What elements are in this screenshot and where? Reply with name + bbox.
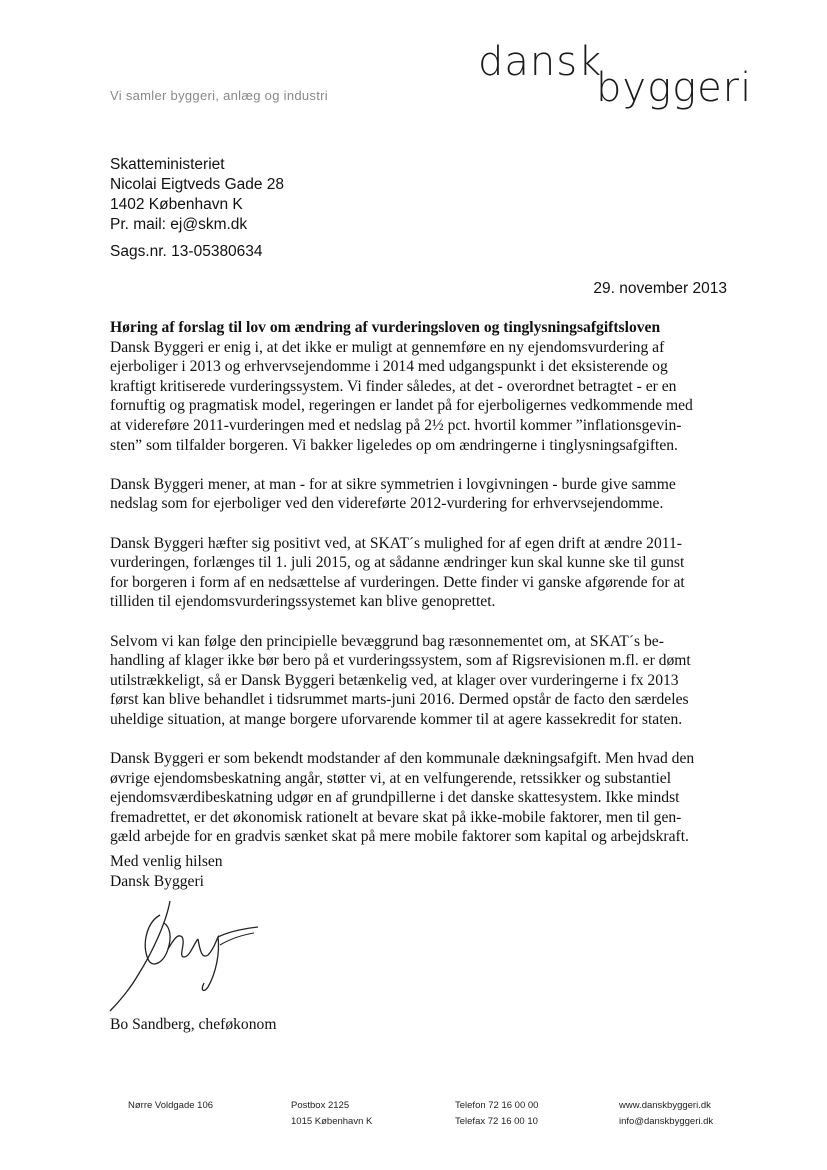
text-line: øvrige ejendomsbeskatning angår, støtter vi, at en velfungerende, retssikker og substantiel: [110, 769, 672, 787]
company-logo: [478, 39, 753, 111]
footer-telephone: Telefon 72 16 00 00: [455, 1100, 539, 1111]
company-tagline: Vi samler byggeri, anlæg og industri: [110, 88, 328, 103]
text-line: vurderingen, forlænges til 1. juli 2015, og at sådanne ændringer kun skal kunne ske til gunst: [110, 554, 685, 572]
text-line: at videreføre 2011-vurderingen med et nedslag på 2½ pct. hvortil kommer ”inflationsgevin-: [110, 416, 682, 434]
footer-telefax: Telefax 72 16 00 10: [455, 1116, 538, 1127]
text-line: tilliden til ejendomsvurderingssystemet kan blive genoprettet.: [110, 593, 496, 611]
footer-address: [128, 1098, 213, 1114]
recipient-street: Nicolai Eigtveds Gade 28: [110, 176, 285, 193]
text-line: uheldige situation, at mange borgere uforvarende kommer til at agere kassekredit for staten.: [110, 710, 683, 728]
footer-phone: [455, 1098, 538, 1130]
footer-web: [619, 1098, 713, 1130]
text-line: utilstrækkeligt, så er Dansk Byggeri betænkelig ved, at klager over vurderingerne i fx 2013: [110, 671, 679, 689]
text-line: Selvom vi kan følge den principielle bevæggrund bag ræsonnementet om, at SKAT´s be-: [110, 632, 664, 650]
letter-body: [110, 318, 730, 867]
recipient-name: Skatteministeriet: [110, 156, 225, 173]
footer-street: Nørre Voldgade 106: [128, 1100, 214, 1111]
text-line: fremadrettet, er det økonomisk rationelt at bevare skat på ikke-mobile faktorer, men til gen-: [110, 808, 682, 826]
closing-organization: Dansk Byggeri: [110, 873, 204, 890]
text-line: kraftigt kritiserede vurderingssystem. Vi finder således, at det - overordnet betragtet - er en: [110, 377, 677, 395]
handwritten-signature: [108, 893, 268, 1015]
paragraph-3: [110, 534, 730, 612]
letter-heading: Høring af forslag til lov om ændring af vurderingsloven og tinglysningsafgiftsloven: [110, 319, 661, 336]
paragraph-1: [110, 338, 730, 456]
text-line: handling af klager ikke bør bero på et vurderingssystem, som af Rigsrevisionen m.fl. er dømt: [110, 652, 691, 670]
case-number: Sags.nr. 13-05380634: [110, 243, 263, 260]
letter-closing: [110, 852, 223, 892]
recipient-address: [110, 155, 284, 235]
footer-email-link[interactable]: info@danskbyggeri.dk: [619, 1116, 714, 1127]
text-line: nedslag som for ejerboliger ved den videreførte 2012-vurdering for erhvervsejendomme.: [110, 495, 664, 513]
paragraph-2: [110, 475, 730, 514]
logo-word-dansk: dansk: [478, 39, 603, 85]
recipient-city: 1402 København K: [110, 196, 243, 213]
text-line: fornuftig og pragmatisk model, regeringen er landet på for ejerboligernes vedkommende med: [110, 397, 693, 415]
text-line: sten” som tilfalder borgeren. Vi bakker ligeledes op om ændringerne i tinglysningsafgiften.: [110, 436, 678, 454]
text-line: for borgeren i form af en nedsættelse af vurderingen. Dette finder vi ganske afgørende for at: [110, 573, 685, 591]
signer-name: Bo Sandberg, cheføkonom: [110, 1016, 277, 1033]
text-line: Dansk Byggeri er som bekendt modstander af den kommunale dækningsafgift. Men hvad den: [110, 750, 695, 768]
text-line: først kan blive behandlet i tidsrummet marts-juni 2016. Dermed opstår de facto den særdeles: [110, 691, 689, 709]
text-line: ejerboliger i 2013 og erhvervsejendomme i 2014 med udgangspunkt i det eksisterende og: [110, 358, 668, 376]
recipient-mail: Pr. mail: ej@skm.dk: [110, 216, 248, 233]
footer-postbox-number: Postbox 2125: [291, 1100, 350, 1111]
footer-postbox: [291, 1098, 372, 1130]
text-line: ejendomsværdibeskatning udgør en af grundpillerne i det danske skattesystem. Ikke mindst: [110, 789, 680, 807]
paragraph-4: [110, 632, 730, 730]
footer-website-link[interactable]: www.danskbyggeri.dk: [619, 1100, 711, 1111]
text-line: Dansk Byggeri er enig i, at det ikke er muligt at gennemføre en ny ejendomsvurdering af: [110, 338, 665, 356]
text-line: gæld arbejde for en gradvis sænket skat på mere mobile faktorer som kapital og arbejdskraft.: [110, 828, 689, 846]
text-line: Dansk Byggeri hæfter sig positivt ved, at SKAT´s mulighed for af egen drift at ændre 2011-: [110, 534, 682, 552]
footer-post-city: 1015 København K: [291, 1116, 373, 1127]
letter-date: 29. november 2013: [593, 280, 727, 297]
closing-greeting: Med venlig hilsen: [110, 853, 223, 870]
text-line: Dansk Byggeri mener, at man - for at sikre symmetrien i lovgivningen - burde give samme: [110, 475, 676, 493]
paragraph-5: [110, 749, 730, 847]
logo-word-byggeri: byggeri: [596, 65, 753, 111]
